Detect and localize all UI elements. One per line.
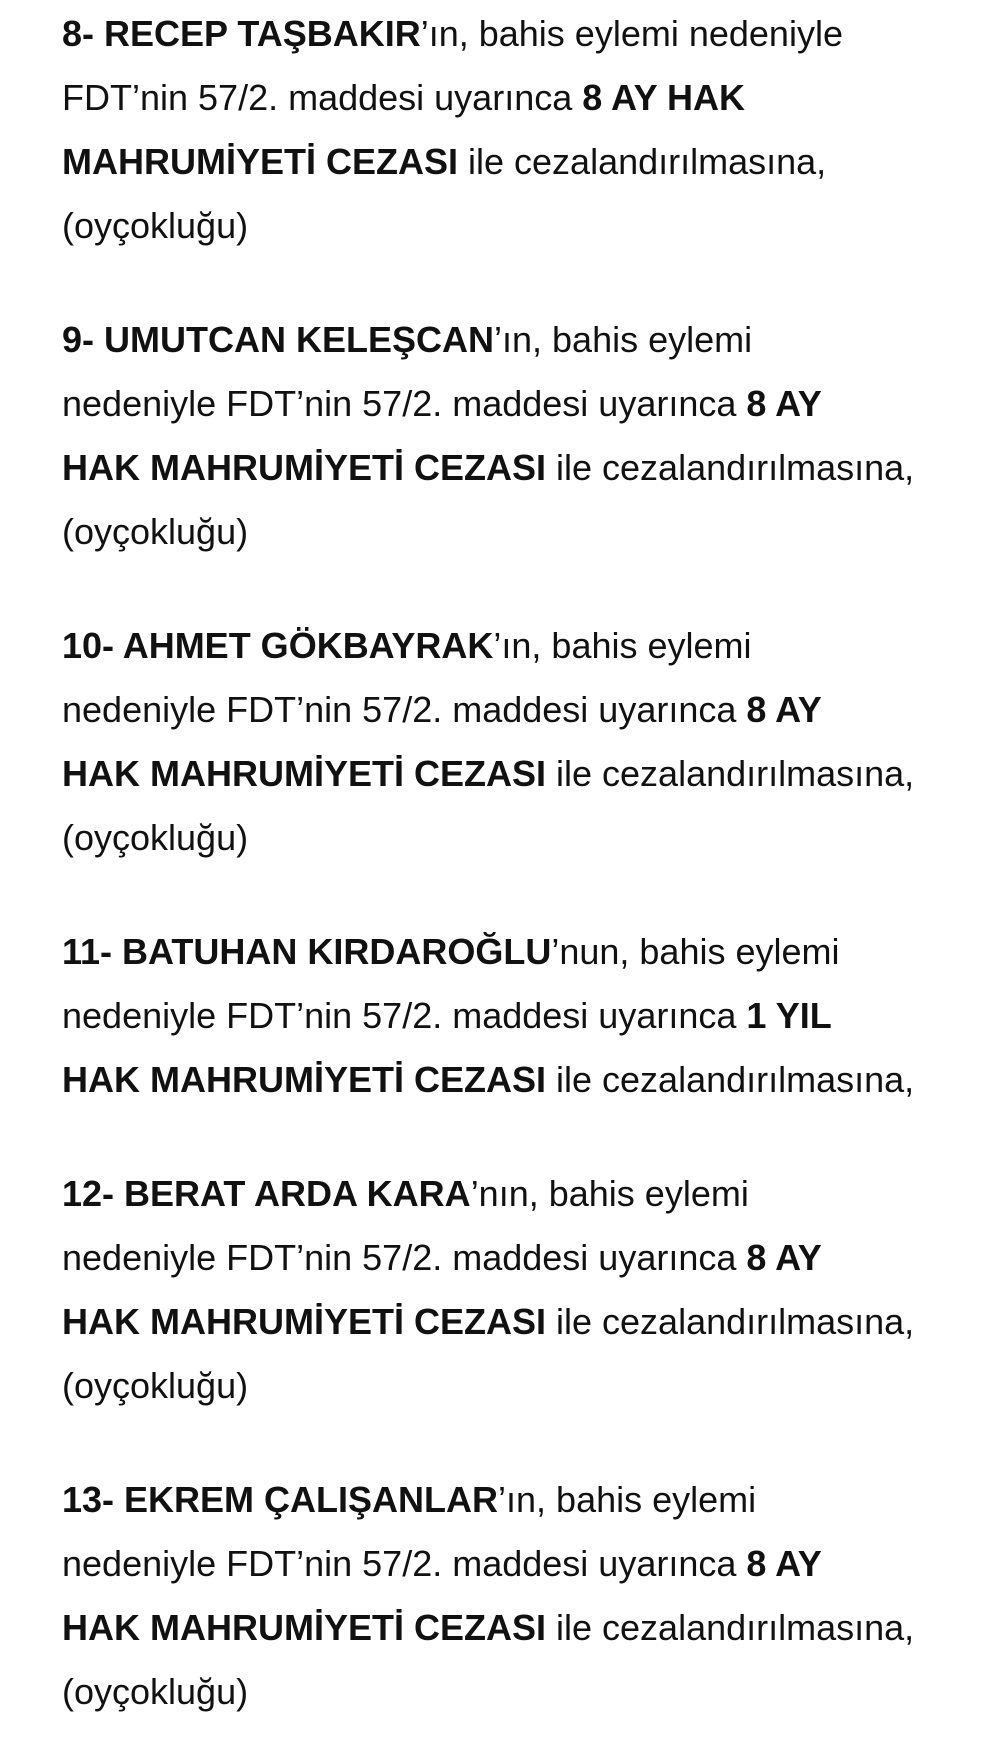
decision-bold-text: 11- BATUHAN KIRDAROĞLU [62,931,552,972]
decision-line [62,1468,961,1532]
decision-bold-text: 8- RECEP TAŞBAKIR [62,13,421,54]
decision-regular-text: ’ın, bahis eylemi [494,319,753,360]
decision-regular-text: (oyçokluğu) [62,1671,249,1712]
decision-line [62,920,961,984]
decision-regular-text: ile cezalandırılmasına, [546,1607,915,1648]
decision-line [62,614,961,678]
decision-bold-text: 1 YIL [746,995,832,1036]
decision-bold-text: 8 AY [746,1543,822,1584]
decision-line [62,1532,961,1596]
decision-line [62,1660,961,1724]
decision-regular-text: ’ın, bahis eylemi nedeniyle [420,13,843,54]
decision-bold-text: HAK MAHRUMİYETİ CEZASI [62,1607,546,1648]
decision-regular-text: (oyçokluğu) [62,817,249,858]
decision-regular-text: ’nun, bahis eylemi [551,931,840,972]
decision-regular-text: (oyçokluğu) [62,205,249,246]
decision-line [62,1162,961,1226]
decision-line [62,1048,961,1112]
decision-bold-text: HAK MAHRUMİYETİ CEZASI [62,753,546,794]
decision-regular-text: ile cezalandırılmasına, [546,1059,915,1100]
decision-item [62,920,961,1112]
decision-line [62,500,961,564]
decision-bold-text: MAHRUMİYETİ CEZASI [62,141,458,182]
decision-regular-text: ’ın, bahis eylemi [493,625,752,666]
decision-regular-text: nedeniyle FDT’nin 57/2. maddesi uyarınca [62,383,747,424]
decision-line [62,1290,961,1354]
decision-line [62,678,961,742]
decision-item [62,2,961,258]
decision-regular-text: ’nın, bahis eylemi [470,1173,749,1214]
decision-line [62,130,961,194]
decision-line [62,1226,961,1290]
decision-line [62,1354,961,1418]
decision-list [62,2,961,1724]
decision-bold-text: 10- AHMET GÖKBAYRAK [62,625,494,666]
decision-bold-text: HAK MAHRUMİYETİ CEZASI [62,1059,546,1100]
decision-regular-text: nedeniyle FDT’nin 57/2. maddesi uyarınca [62,1237,747,1278]
decision-line [62,436,961,500]
decision-bold-text: HAK MAHRUMİYETİ CEZASI [62,447,546,488]
decision-line [62,66,961,130]
decision-regular-text: ile cezalandırılmasına, [458,141,827,182]
decision-regular-text: (oyçokluğu) [62,511,249,552]
decision-bold-text: 8 AY [746,1237,822,1278]
decision-line [62,2,961,66]
decision-regular-text: ’ın, bahis eylemi [498,1479,757,1520]
decision-bold-text: 8 AY [746,383,822,424]
decision-line [62,806,961,870]
decision-bold-text: 9- UMUTCAN KELEŞCAN [62,319,494,360]
decision-regular-text: nedeniyle FDT’nin 57/2. maddesi uyarınca [62,1543,747,1584]
decision-bold-text: 12- BERAT ARDA KARA [62,1173,471,1214]
decision-item [62,1162,961,1418]
decision-line [62,984,961,1048]
decision-regular-text: nedeniyle FDT’nin 57/2. maddesi uyarınca [62,689,747,730]
decision-line [62,308,961,372]
decision-bold-text: HAK MAHRUMİYETİ CEZASI [62,1301,546,1342]
decision-regular-text: nedeniyle FDT’nin 57/2. maddesi uyarınca [62,995,747,1036]
decision-item [62,614,961,870]
decision-regular-text: (oyçokluğu) [62,1365,249,1406]
decision-line [62,194,961,258]
decision-regular-text: ile cezalandırılmasına, [546,1301,915,1342]
decision-regular-text: ile cezalandırılmasına, [546,447,915,488]
decision-line [62,742,961,806]
decision-line [62,1596,961,1660]
decision-item [62,1468,961,1724]
decision-regular-text: ile cezalandırılmasına, [546,753,915,794]
decision-item [62,308,961,564]
decision-line [62,372,961,436]
decision-bold-text: 8 AY [746,689,822,730]
decision-bold-text: 13- EKREM ÇALIŞANLAR [62,1479,499,1520]
decision-bold-text: 8 AY HAK [582,77,745,118]
decision-regular-text: FDT’nin 57/2. maddesi uyarınca [62,77,583,118]
